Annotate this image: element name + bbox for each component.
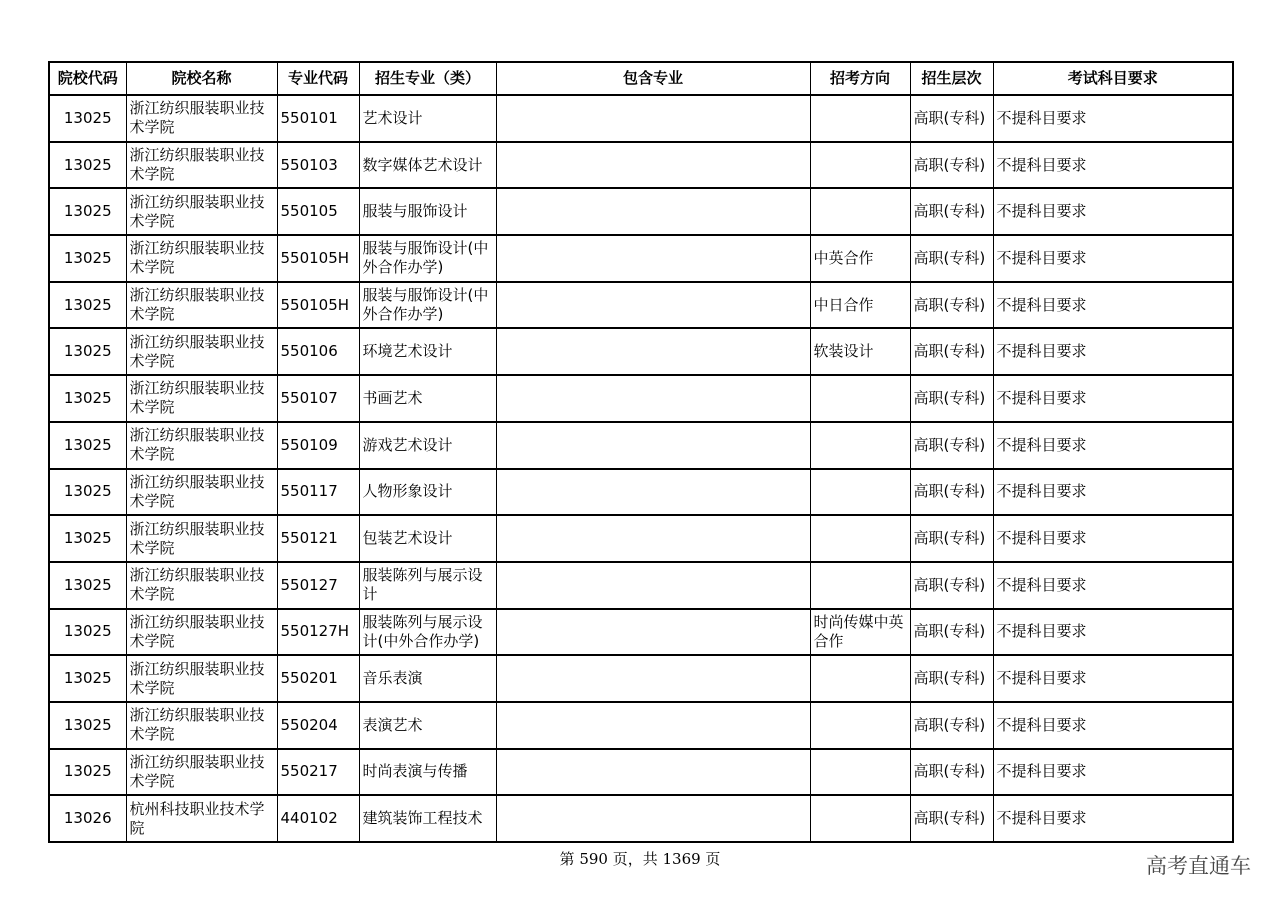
- major-name-text: 服装与服饰设计(中外合作办学): [362, 239, 489, 277]
- school-name-cell: [126, 655, 277, 702]
- major-name-cell: [359, 282, 496, 329]
- included-majors-cell: [496, 469, 810, 516]
- included-majors-cell: [496, 328, 810, 375]
- major-code-text: 550105: [280, 202, 338, 221]
- table-row: [49, 375, 1233, 422]
- major-name-text: 服装与服饰设计: [362, 202, 468, 221]
- level-cell: [910, 795, 993, 842]
- school-code-text: 13025: [63, 435, 112, 454]
- subject-requirement-text: 不提科目要求: [996, 529, 1087, 548]
- subject-requirement-text: 不提科目要求: [996, 108, 1087, 127]
- included-majors-cell: [496, 562, 810, 609]
- school-name-cell: [126, 749, 277, 796]
- school-code-cell: [49, 282, 126, 329]
- major-code-text: 550105H: [280, 295, 350, 314]
- level-text: 高职(专科): [913, 342, 986, 361]
- subject-requirement-cell: [993, 95, 1233, 142]
- school-code-cell: [49, 562, 126, 609]
- school-code-cell: [49, 328, 126, 375]
- major-code-cell: [277, 655, 359, 702]
- school-code-text: 13025: [63, 715, 112, 734]
- subject-requirement-cell: [993, 749, 1233, 796]
- school-name-text: 浙江纺织服装职业技术学院: [129, 379, 265, 417]
- header-included-majors: 包含专业: [496, 62, 810, 95]
- major-code-text: 440102: [280, 809, 338, 828]
- school-name-cell: [126, 282, 277, 329]
- table-row: [49, 95, 1233, 142]
- table-row: [49, 609, 1233, 656]
- school-code-cell: [49, 142, 126, 189]
- school-code-text: 13025: [63, 529, 112, 548]
- level-cell: [910, 235, 993, 282]
- major-code-cell: [277, 235, 359, 282]
- subject-requirement-cell: [993, 655, 1233, 702]
- subject-requirement-text: 不提科目要求: [996, 342, 1087, 361]
- subject-requirement-text: 不提科目要求: [996, 248, 1087, 267]
- included-majors-cell: [496, 702, 810, 749]
- direction-cell: [810, 375, 910, 422]
- school-code-cell: [49, 469, 126, 516]
- major-name-text: 时尚表演与传播: [362, 762, 468, 781]
- major-name-cell: [359, 702, 496, 749]
- subject-requirement-cell: [993, 188, 1233, 235]
- school-code-cell: [49, 795, 126, 842]
- header-school-code: 院校代码: [49, 62, 126, 95]
- included-majors-cell: [496, 235, 810, 282]
- major-code-text: 550107: [280, 388, 338, 407]
- subject-requirement-cell: [993, 515, 1233, 562]
- major-code-text: 550127H: [280, 622, 350, 641]
- subject-requirement-cell: [993, 422, 1233, 469]
- major-code-text: 550109: [280, 435, 338, 454]
- major-code-cell: [277, 375, 359, 422]
- school-name-cell: [126, 609, 277, 656]
- level-text: 高职(专科): [913, 622, 986, 641]
- direction-cell: [810, 469, 910, 516]
- major-code-text: 550101: [280, 108, 338, 127]
- included-majors-cell: [496, 142, 810, 189]
- major-code-text: 550117: [280, 482, 338, 501]
- table-row: [49, 655, 1233, 702]
- school-name-cell: [126, 375, 277, 422]
- included-majors-cell: [496, 95, 810, 142]
- school-code-text: 13026: [63, 809, 112, 828]
- subject-requirement-cell: [993, 282, 1233, 329]
- page-footer: 第 590 页，共 1369 页: [559, 850, 721, 868]
- major-name-text: 建筑装饰工程技术: [362, 809, 483, 828]
- major-name-cell: [359, 469, 496, 516]
- subject-requirement-text: 不提科目要求: [996, 435, 1087, 454]
- major-name-text: 艺术设计: [362, 108, 423, 127]
- major-name-cell: [359, 609, 496, 656]
- school-code-text: 13025: [63, 575, 112, 594]
- subject-requirement-text: 不提科目要求: [996, 762, 1087, 781]
- subject-requirement-text: 不提科目要求: [996, 388, 1087, 407]
- direction-cell: [810, 422, 910, 469]
- major-name-text: 音乐表演: [362, 669, 423, 688]
- subject-requirement-text: 不提科目要求: [996, 482, 1087, 501]
- direction-cell: [810, 282, 910, 329]
- major-name-text: 环境艺术设计: [362, 342, 453, 361]
- direction-cell: [810, 749, 910, 796]
- subject-requirement-text: 不提科目要求: [996, 575, 1087, 594]
- school-code-text: 13025: [63, 295, 112, 314]
- school-code-cell: [49, 749, 126, 796]
- direction-text: 中英合作: [813, 248, 874, 267]
- school-name-text: 浙江纺织服装职业技术学院: [129, 99, 265, 137]
- major-name-text: 书画艺术: [362, 388, 423, 407]
- school-name-text: 浙江纺织服装职业技术学院: [129, 706, 265, 744]
- table-row: [49, 328, 1233, 375]
- major-code-text: 550217: [280, 762, 338, 781]
- school-code-cell: [49, 655, 126, 702]
- major-name-text: 服装陈列与展示设计: [362, 566, 483, 604]
- school-code-cell: [49, 95, 126, 142]
- major-name-text: 服装与服饰设计(中外合作办学): [362, 286, 489, 324]
- major-code-cell: [277, 562, 359, 609]
- level-cell: [910, 749, 993, 796]
- direction-cell: [810, 142, 910, 189]
- major-code-text: 550121: [280, 529, 338, 548]
- major-name-cell: [359, 655, 496, 702]
- major-name-text: 游戏艺术设计: [362, 435, 453, 454]
- level-cell: [910, 188, 993, 235]
- subject-requirement-cell: [993, 702, 1233, 749]
- subject-requirement-cell: [993, 795, 1233, 842]
- level-text: 高职(专科): [913, 155, 986, 174]
- direction-cell: [810, 235, 910, 282]
- subject-requirement-text: 不提科目要求: [996, 202, 1087, 221]
- table-row: [49, 282, 1233, 329]
- school-name-cell: [126, 702, 277, 749]
- direction-text: 中日合作: [813, 295, 874, 314]
- header-subject-requirement: 考试科目要求: [993, 62, 1233, 95]
- header-level: 招生层次: [910, 62, 993, 95]
- school-name-text: 浙江纺织服装职业技术学院: [129, 146, 265, 184]
- level-cell: [910, 422, 993, 469]
- major-code-cell: [277, 95, 359, 142]
- subject-requirement-text: 不提科目要求: [996, 295, 1087, 314]
- major-code-text: 550103: [280, 155, 338, 174]
- school-code-text: 13025: [63, 342, 112, 361]
- included-majors-cell: [496, 655, 810, 702]
- major-code-cell: [277, 282, 359, 329]
- major-name-cell: [359, 328, 496, 375]
- school-code-text: 13025: [63, 622, 112, 641]
- table-row: [49, 795, 1233, 842]
- major-name-cell: [359, 375, 496, 422]
- subject-requirement-text: 不提科目要求: [996, 155, 1087, 174]
- level-cell: [910, 515, 993, 562]
- school-name-cell: [126, 422, 277, 469]
- subject-requirement-cell: [993, 562, 1233, 609]
- major-code-cell: [277, 142, 359, 189]
- school-code-text: 13025: [63, 388, 112, 407]
- school-name-cell: [126, 562, 277, 609]
- level-cell: [910, 282, 993, 329]
- major-name-text: 包装艺术设计: [362, 529, 453, 548]
- direction-cell: [810, 328, 910, 375]
- school-name-text: 杭州科技职业技术学院: [129, 799, 265, 837]
- school-code-text: 13025: [63, 669, 112, 688]
- school-code-text: 13025: [63, 202, 112, 221]
- included-majors-cell: [496, 375, 810, 422]
- school-name-cell: [126, 235, 277, 282]
- school-code-cell: [49, 609, 126, 656]
- level-text: 高职(专科): [913, 809, 986, 828]
- direction-cell: [810, 188, 910, 235]
- school-name-text: 浙江纺织服装职业技术学院: [129, 752, 265, 790]
- major-name-cell: [359, 235, 496, 282]
- direction-text: 软装设计: [813, 342, 874, 361]
- major-name-text: 表演艺术: [362, 715, 423, 734]
- major-code-cell: [277, 515, 359, 562]
- header-major-name: 招生专业（类）: [359, 62, 496, 95]
- major-code-cell: [277, 609, 359, 656]
- table-row: [49, 142, 1233, 189]
- major-code-cell: [277, 702, 359, 749]
- major-code-text: 550204: [280, 715, 338, 734]
- direction-cell: [810, 655, 910, 702]
- watermark: 高考直通车: [1146, 854, 1251, 878]
- subject-requirement-text: 不提科目要求: [996, 669, 1087, 688]
- table-row: [49, 235, 1233, 282]
- school-name-text: 浙江纺织服装职业技术学院: [129, 519, 265, 557]
- school-name-cell: [126, 188, 277, 235]
- school-code-text: 13025: [63, 108, 112, 127]
- subject-requirement-text: 不提科目要求: [996, 809, 1087, 828]
- level-cell: [910, 702, 993, 749]
- major-code-cell: [277, 749, 359, 796]
- level-text: 高职(专科): [913, 295, 986, 314]
- subject-requirement-cell: [993, 375, 1233, 422]
- school-name-text: 浙江纺织服装职业技术学院: [129, 332, 265, 370]
- school-code-text: 13025: [63, 482, 112, 501]
- school-name-cell: [126, 795, 277, 842]
- table-row: [49, 515, 1233, 562]
- subject-requirement-cell: [993, 235, 1233, 282]
- direction-cell: [810, 515, 910, 562]
- header-row: [49, 62, 1233, 95]
- school-code-cell: [49, 235, 126, 282]
- major-name-cell: [359, 795, 496, 842]
- level-cell: [910, 655, 993, 702]
- included-majors-cell: [496, 188, 810, 235]
- level-text: 高职(专科): [913, 435, 986, 454]
- direction-text: 时尚传媒中英合作: [813, 612, 904, 650]
- direction-cell: [810, 795, 910, 842]
- major-name-cell: [359, 95, 496, 142]
- school-code-cell: [49, 515, 126, 562]
- included-majors-cell: [496, 515, 810, 562]
- level-text: 高职(专科): [913, 575, 986, 594]
- direction-cell: [810, 702, 910, 749]
- level-text: 高职(专科): [913, 248, 986, 267]
- level-text: 高职(专科): [913, 108, 986, 127]
- major-name-text: 服装陈列与展示设计(中外合作办学): [362, 612, 483, 650]
- header-major-code: 专业代码: [277, 62, 359, 95]
- school-name-text: 浙江纺织服装职业技术学院: [129, 286, 265, 324]
- school-name-cell: [126, 515, 277, 562]
- header-direction: 招考方向: [810, 62, 910, 95]
- level-text: 高职(专科): [913, 762, 986, 781]
- school-code-cell: [49, 375, 126, 422]
- direction-cell: [810, 609, 910, 656]
- major-code-cell: [277, 469, 359, 516]
- school-name-text: 浙江纺织服装职业技术学院: [129, 612, 265, 650]
- major-name-cell: [359, 142, 496, 189]
- subject-requirement-cell: [993, 328, 1233, 375]
- major-code-text: 550106: [280, 342, 338, 361]
- major-code-cell: [277, 795, 359, 842]
- header-school-name: 院校名称: [126, 62, 277, 95]
- major-name-cell: [359, 562, 496, 609]
- school-code-cell: [49, 422, 126, 469]
- enrollment-table: [48, 61, 1234, 843]
- level-text: 高职(专科): [913, 388, 986, 407]
- school-code-cell: [49, 188, 126, 235]
- level-cell: [910, 562, 993, 609]
- level-text: 高职(专科): [913, 529, 986, 548]
- level-cell: [910, 469, 993, 516]
- level-cell: [910, 142, 993, 189]
- school-name-text: 浙江纺织服装职业技术学院: [129, 426, 265, 464]
- table-row: [49, 188, 1233, 235]
- school-name-text: 浙江纺织服装职业技术学院: [129, 472, 265, 510]
- school-code-text: 13025: [63, 248, 112, 267]
- level-text: 高职(专科): [913, 669, 986, 688]
- level-cell: [910, 375, 993, 422]
- school-code-cell: [49, 702, 126, 749]
- level-text: 高职(专科): [913, 482, 986, 501]
- major-code-text: 550201: [280, 669, 338, 688]
- major-code-cell: [277, 188, 359, 235]
- major-name-cell: [359, 749, 496, 796]
- subject-requirement-cell: [993, 142, 1233, 189]
- subject-requirement-text: 不提科目要求: [996, 622, 1087, 641]
- level-text: 高职(专科): [913, 202, 986, 221]
- school-name-cell: [126, 142, 277, 189]
- included-majors-cell: [496, 795, 810, 842]
- level-cell: [910, 609, 993, 656]
- level-text: 高职(专科): [913, 715, 986, 734]
- level-cell: [910, 95, 993, 142]
- major-code-text: 550127: [280, 575, 338, 594]
- school-name-text: 浙江纺织服装职业技术学院: [129, 192, 265, 230]
- included-majors-cell: [496, 422, 810, 469]
- level-cell: [910, 328, 993, 375]
- included-majors-cell: [496, 282, 810, 329]
- major-name-text: 数字媒体艺术设计: [362, 155, 483, 174]
- school-name-text: 浙江纺织服装职业技术学院: [129, 239, 265, 277]
- included-majors-cell: [496, 609, 810, 656]
- major-name-cell: [359, 422, 496, 469]
- subject-requirement-text: 不提科目要求: [996, 715, 1087, 734]
- school-name-text: 浙江纺织服装职业技术学院: [129, 659, 265, 697]
- direction-cell: [810, 95, 910, 142]
- table-row: [49, 702, 1233, 749]
- major-code-cell: [277, 328, 359, 375]
- subject-requirement-cell: [993, 469, 1233, 516]
- major-code-cell: [277, 422, 359, 469]
- major-name-cell: [359, 515, 496, 562]
- school-name-cell: [126, 95, 277, 142]
- school-code-text: 13025: [63, 155, 112, 174]
- subject-requirement-cell: [993, 609, 1233, 656]
- school-name-text: 浙江纺织服装职业技术学院: [129, 566, 265, 604]
- included-majors-cell: [496, 749, 810, 796]
- major-name-cell: [359, 188, 496, 235]
- school-name-cell: [126, 328, 277, 375]
- direction-cell: [810, 562, 910, 609]
- school-code-text: 13025: [63, 762, 112, 781]
- table-row: [49, 422, 1233, 469]
- table-row: [49, 749, 1233, 796]
- school-name-cell: [126, 469, 277, 516]
- table-row: [49, 469, 1233, 516]
- table-row: [49, 562, 1233, 609]
- major-code-text: 550105H: [280, 248, 350, 267]
- major-name-text: 人物形象设计: [362, 482, 453, 501]
